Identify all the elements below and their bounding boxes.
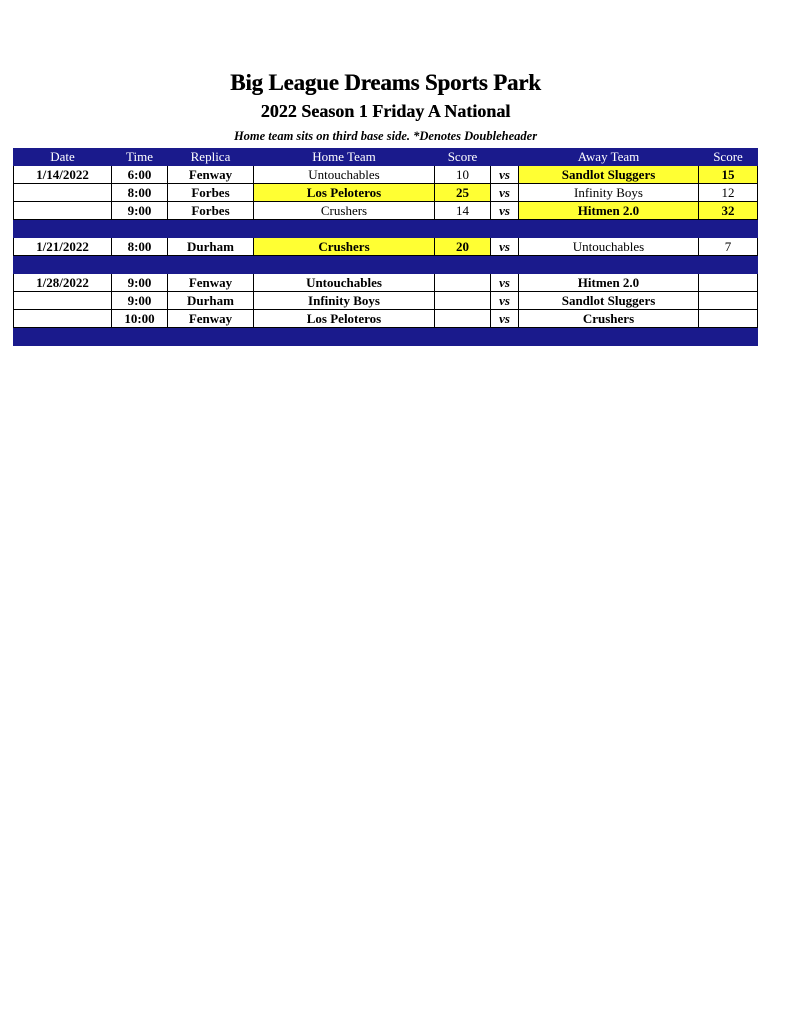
game-row bbox=[14, 184, 758, 202]
game-replica: Forbes bbox=[168, 202, 254, 220]
col-header-away-score: Score bbox=[699, 149, 758, 166]
away-team: Crushers bbox=[519, 310, 699, 328]
col-header-replica: Replica bbox=[168, 149, 254, 166]
home-team: Infinity Boys bbox=[254, 292, 435, 310]
away-team: Sandlot Sluggers bbox=[519, 292, 699, 310]
col-header-date: Date bbox=[14, 149, 112, 166]
col-header-home-score: Score bbox=[435, 149, 491, 166]
away-score: 12 bbox=[699, 184, 758, 202]
away-team: Infinity Boys bbox=[519, 184, 699, 202]
away-team: Untouchables bbox=[519, 238, 699, 256]
col-header-time: Time bbox=[112, 149, 168, 166]
game-replica: Fenway bbox=[168, 310, 254, 328]
separator-row bbox=[14, 256, 758, 274]
game-time: 8:00 bbox=[112, 238, 168, 256]
game-replica: Fenway bbox=[168, 166, 254, 184]
vs-label: vs bbox=[491, 166, 519, 184]
game-time: 10:00 bbox=[112, 310, 168, 328]
away-score: 15 bbox=[699, 166, 758, 184]
away-team: Hitmen 2.0 bbox=[519, 202, 699, 220]
game-date: 1/28/2022 bbox=[14, 274, 112, 292]
game-time: 6:00 bbox=[112, 166, 168, 184]
vs-label: vs bbox=[491, 292, 519, 310]
away-team: Hitmen 2.0 bbox=[519, 274, 699, 292]
away-score bbox=[699, 274, 758, 292]
game-date bbox=[14, 202, 112, 220]
game-time: 9:00 bbox=[112, 202, 168, 220]
page-subtitle: 2022 Season 1 Friday A National bbox=[260, 101, 511, 121]
game-row bbox=[14, 274, 758, 292]
home-score: 20 bbox=[435, 238, 491, 256]
home-team: Untouchables bbox=[254, 274, 435, 292]
separator-row bbox=[14, 328, 758, 346]
vs-label: vs bbox=[491, 310, 519, 328]
home-score bbox=[435, 292, 491, 310]
vs-label: vs bbox=[491, 238, 519, 256]
schedule-table bbox=[13, 148, 758, 346]
game-time: 9:00 bbox=[112, 292, 168, 310]
game-row bbox=[14, 202, 758, 220]
home-score: 10 bbox=[435, 166, 491, 184]
game-date bbox=[14, 310, 112, 328]
home-score bbox=[435, 274, 491, 292]
away-score bbox=[699, 310, 758, 328]
away-score: 7 bbox=[699, 238, 758, 256]
game-row bbox=[14, 292, 758, 310]
game-date bbox=[14, 292, 112, 310]
col-header-away-team: Away Team bbox=[519, 149, 699, 166]
game-row bbox=[14, 238, 758, 256]
home-team: Los Peloteros bbox=[254, 310, 435, 328]
game-replica: Fenway bbox=[168, 274, 254, 292]
home-team: Los Peloteros bbox=[254, 184, 435, 202]
game-replica: Forbes bbox=[168, 184, 254, 202]
game-row bbox=[14, 166, 758, 184]
home-score bbox=[435, 310, 491, 328]
away-score: 32 bbox=[699, 202, 758, 220]
vs-label: vs bbox=[491, 274, 519, 292]
away-score bbox=[699, 292, 758, 310]
game-time: 8:00 bbox=[112, 184, 168, 202]
game-time: 9:00 bbox=[112, 274, 168, 292]
vs-label: vs bbox=[491, 202, 519, 220]
col-header-home-team: Home Team bbox=[254, 149, 435, 166]
game-date: 1/21/2022 bbox=[14, 238, 112, 256]
col-header-vs bbox=[491, 149, 519, 166]
home-team: Crushers bbox=[254, 202, 435, 220]
away-team: Sandlot Sluggers bbox=[519, 166, 699, 184]
game-date bbox=[14, 184, 112, 202]
home-team: Crushers bbox=[254, 238, 435, 256]
home-score: 25 bbox=[435, 184, 491, 202]
header-row bbox=[14, 149, 758, 166]
game-replica: Durham bbox=[168, 292, 254, 310]
game-date: 1/14/2022 bbox=[14, 166, 112, 184]
home-score: 14 bbox=[435, 202, 491, 220]
schedule-note: Home team sits on third base side. *Denotes Doubleheader bbox=[233, 129, 538, 143]
vs-label: vs bbox=[491, 184, 519, 202]
game-replica: Durham bbox=[168, 238, 254, 256]
home-team: Untouchables bbox=[254, 166, 435, 184]
game-row bbox=[14, 310, 758, 328]
separator-row bbox=[14, 220, 758, 238]
page-title: Big League Dreams Sports Park bbox=[230, 70, 541, 95]
